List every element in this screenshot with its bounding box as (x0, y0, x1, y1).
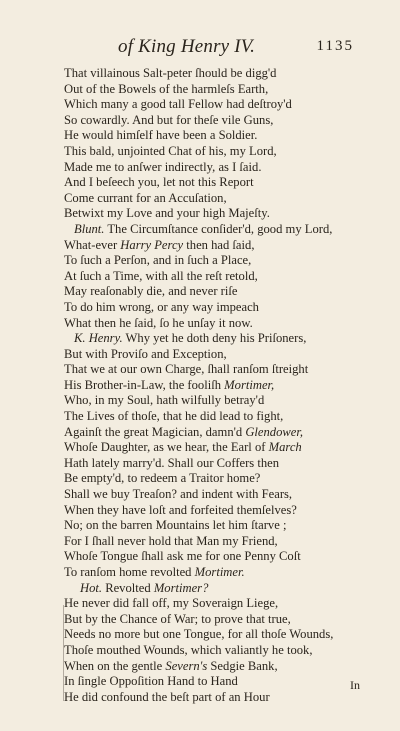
page-number: 1135 (316, 38, 354, 54)
speech-line-king-henry: K. Henry. Why yet he doth deny his Priſoners, (74, 331, 307, 346)
speaker-name: K. Henry. (74, 331, 123, 346)
verse-line: That we at our own Charge, ſhall ranſom ſtreight (64, 362, 309, 377)
verse-line: His Brother-in-Law, the fooliſh Mortimer, (64, 377, 275, 392)
verse-line: Shall we buy Treaſon? and indent with Fears, (64, 487, 293, 502)
verse-line: Who, in my Soul, hath wilfully betray'd (64, 393, 265, 408)
speaker-name: Hot. (80, 580, 103, 595)
verse-line: Whoſe Tongue ſhall ask me for one Penny Coſt (64, 549, 301, 564)
running-head: of King Henry IV. (118, 36, 256, 57)
verse-line: Betwixt my Love and your high Majeſty. (64, 206, 270, 221)
catchword: In (350, 678, 360, 692)
verse-line: No; on the barren Mountains let him ſtarve ; (64, 518, 287, 533)
verse-line: When they have loſt and forfeited themſelves? (64, 502, 297, 517)
verse-line: To do him wrong, or any way impeach (64, 299, 259, 314)
verse-line: And I beſeech you, let not this Report (64, 175, 254, 190)
speaker-name: Blunt. (74, 221, 105, 236)
verse-line: That villainous Salt-peter ſhould be digg'd (64, 66, 277, 80)
verse-line: Which many a good tall Fellow had deſtroy'd (64, 97, 292, 112)
verse-line: What-ever Harry Percy then had ſaid, (64, 237, 255, 252)
verse-line: At ſuch a Time, with all the reſt retold, (64, 268, 258, 283)
verse-line: Needs no more but one Tongue, for all thoſe Wounds, (64, 627, 334, 642)
verse-line: Whoſe Daughter, as we hear, the Earl of March (64, 440, 302, 455)
verse-line: Made me to anſwer indirectly, as I ſaid. (64, 159, 262, 174)
verse-line: May reaſonably die, and never riſe (64, 284, 238, 299)
verse-line: Be empty'd, to redeem a Traitor home? (64, 471, 261, 486)
proper-name: Mortimer, (224, 377, 275, 392)
verse-line: Come currant for an Accuſation, (64, 190, 227, 205)
verse-line: This bald, unjointed Chat of his, my Lord, (64, 143, 277, 158)
speech-line-blunt: Blunt. The Circumſtance conſider'd, good my Lord, (74, 221, 333, 236)
margin-rule (63, 605, 64, 701)
page-header (0, 36, 400, 60)
proper-name: Mortimer. (194, 565, 245, 579)
verse-line: Againſt the great Magician, damn'd Glendower, (64, 424, 304, 439)
proper-name: Harry Percy (120, 237, 184, 252)
verse-line: What then he ſaid, ſo he unſay it now. (64, 315, 253, 330)
verse-line: He did confound the beſt part of an Hour (64, 689, 270, 704)
verse-line: But with Proviſo and Exception, (64, 346, 227, 361)
verse-line: Hath lately marry'd. Shall our Coffers then (64, 455, 280, 470)
verse-line: For I ſhall never hold that Man my Friend, (64, 533, 278, 548)
verse-line: He never did fall off, my Soveraign Liege, (64, 596, 279, 611)
verse-line: To ſuch a Perſon, and in ſuch a Place, (64, 253, 252, 268)
verse-line: Thoſe mouthed Wounds, which valiantly he took, (64, 642, 313, 657)
proper-name: March (268, 440, 302, 455)
proper-name: Severn's (165, 658, 208, 673)
speech-line-hotspur: Hot. Revolted Mortimer? (80, 580, 209, 595)
verse-line: He would himſelf have been a Soldier. (64, 128, 258, 143)
verse-text (64, 66, 384, 705)
proper-name: Glendower, (245, 424, 304, 439)
verse-line: The Lives of thoſe, that he did lead to fight, (64, 409, 284, 424)
verse-line: Out of the Bowels of the harmleſs Earth, (64, 81, 269, 96)
verse-line: So cowardly. And but for theſe vile Guns, (64, 112, 274, 127)
verse-line: To ranſom home revolted Mortimer. (64, 565, 245, 579)
verse-line: When on the gentle Severn's Sedgie Bank, (64, 658, 278, 673)
verse-line: But by the Chance of War; to prove that true, (64, 611, 291, 626)
proper-name: Mortimer? (153, 580, 209, 595)
verse-line: In ſingle Oppoſition Hand to Hand (64, 674, 238, 689)
